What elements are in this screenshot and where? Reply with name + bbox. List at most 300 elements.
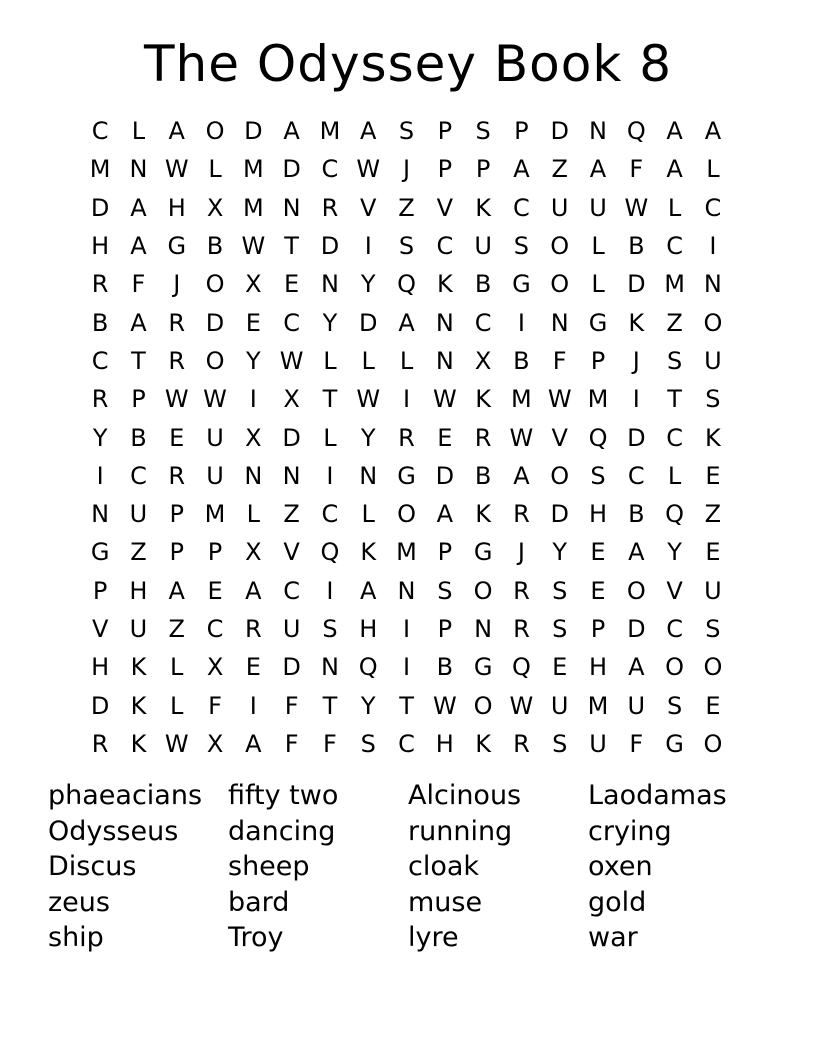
grid-letter: L bbox=[170, 691, 184, 720]
grid-letter: L bbox=[246, 500, 261, 529]
grid-letter: F bbox=[208, 691, 222, 720]
grid-letter: Y bbox=[92, 423, 108, 452]
grid-letter: W bbox=[203, 385, 227, 414]
grid-letter: J bbox=[402, 155, 411, 184]
grid-letter: S bbox=[475, 117, 491, 146]
grid-letter: I bbox=[249, 691, 257, 720]
grid-letter: K bbox=[705, 423, 721, 452]
grid-letter: W bbox=[432, 691, 457, 720]
grid-letter: M bbox=[587, 385, 609, 414]
letter-grid bbox=[81, 112, 732, 763]
grid-letter: I bbox=[364, 232, 372, 261]
grid-letter: T bbox=[667, 385, 682, 414]
grid-letter: N bbox=[435, 308, 454, 337]
grid-letter: A bbox=[704, 117, 722, 146]
grid-letter: K bbox=[475, 193, 491, 222]
grid-letter: W bbox=[164, 385, 189, 414]
grid-letter: S bbox=[360, 729, 376, 758]
grid-letter: L bbox=[706, 155, 720, 184]
grid-letter: R bbox=[168, 308, 186, 337]
grid-letter: K bbox=[475, 729, 491, 758]
grid-letter: U bbox=[589, 729, 607, 758]
grid-letter: F bbox=[284, 691, 299, 720]
grid-letter: T bbox=[131, 346, 146, 375]
grid-letter: H bbox=[129, 576, 148, 605]
grid-letter: U bbox=[627, 691, 646, 720]
grid-letter: W bbox=[164, 155, 189, 184]
grid-letter: S bbox=[552, 615, 568, 643]
grid-letter: S bbox=[666, 691, 683, 720]
grid-letter: Z bbox=[283, 500, 300, 529]
grid-letter: A bbox=[360, 576, 377, 605]
grid-letter: J bbox=[632, 346, 640, 375]
grid-letter: U bbox=[550, 193, 569, 222]
grid-letter: U bbox=[704, 576, 722, 605]
grid-letter: L bbox=[323, 346, 337, 375]
grid-letter: H bbox=[588, 653, 608, 682]
grid-letter: I bbox=[96, 461, 104, 490]
grid-letter: P bbox=[590, 346, 606, 375]
grid-letter: U bbox=[282, 615, 301, 643]
grid-letter: O bbox=[665, 653, 685, 682]
grid-letter: S bbox=[705, 385, 721, 414]
grid-letter: N bbox=[589, 117, 607, 146]
grid-letter: O bbox=[703, 308, 723, 337]
grid-letter: J bbox=[173, 270, 181, 299]
grid-letter: O bbox=[205, 270, 225, 299]
grid-letter: P bbox=[169, 538, 184, 567]
grid-letter: H bbox=[435, 729, 454, 758]
grid-letter: K bbox=[475, 385, 491, 414]
grid-letter: R bbox=[513, 576, 530, 605]
grid-letter: C bbox=[283, 576, 301, 605]
grid-letter: H bbox=[359, 615, 378, 643]
grid-letter: G bbox=[473, 653, 493, 682]
grid-letter: M bbox=[204, 500, 226, 529]
grid-letter: U bbox=[550, 691, 569, 720]
grid-letter: O bbox=[397, 500, 416, 529]
grid-letter: D bbox=[282, 653, 301, 682]
grid-letter: A bbox=[513, 461, 530, 490]
grid-letter: A bbox=[436, 500, 454, 529]
grid-letter: C bbox=[91, 117, 109, 146]
grid-letter: E bbox=[437, 423, 453, 452]
grid-letter: I bbox=[517, 308, 525, 337]
word-list-item: dancing bbox=[228, 815, 336, 847]
word-list-item: war bbox=[588, 922, 638, 953]
word-list-item: Alcinous bbox=[408, 780, 522, 811]
grid-letter: N bbox=[397, 576, 416, 605]
grid-letter: I bbox=[249, 385, 257, 414]
grid-letter: I bbox=[402, 653, 411, 682]
grid-letter: S bbox=[666, 346, 683, 375]
grid-letter: X bbox=[206, 653, 224, 682]
grid-letter: Y bbox=[360, 270, 376, 299]
grid-letter: D bbox=[627, 615, 646, 643]
grid-letter: V bbox=[551, 423, 568, 452]
grid-letter: P bbox=[131, 385, 146, 414]
grid-letter: X bbox=[283, 385, 300, 414]
grid-letter: G bbox=[473, 538, 493, 567]
grid-letter: D bbox=[627, 423, 646, 452]
word-list-item: crying bbox=[588, 815, 672, 847]
grid-letter: C bbox=[91, 346, 109, 375]
grid-letter: T bbox=[322, 385, 338, 414]
grid-letter: B bbox=[628, 232, 645, 261]
grid-letter: S bbox=[322, 615, 338, 643]
grid-letter: F bbox=[323, 729, 337, 758]
grid-letter: C bbox=[513, 193, 530, 222]
grid-letter: N bbox=[129, 155, 148, 184]
grid-letter: V bbox=[360, 193, 377, 222]
grid-letter: L bbox=[591, 232, 605, 261]
grid-letter: M bbox=[511, 385, 532, 414]
grid-letter: H bbox=[167, 193, 186, 222]
grid-letter: Q bbox=[511, 653, 531, 682]
grid-letter: N bbox=[320, 270, 339, 299]
grid-letter: L bbox=[591, 270, 605, 299]
word-list-item: Discus bbox=[48, 851, 137, 882]
grid-letter: O bbox=[550, 232, 570, 261]
grid-letter: S bbox=[552, 576, 568, 605]
grid-letter: R bbox=[398, 423, 415, 452]
grid-letter: D bbox=[244, 117, 263, 146]
grid-letter: Y bbox=[667, 538, 682, 567]
page-title: The Odyssey Book 8 bbox=[143, 35, 673, 93]
grid-letter: E bbox=[245, 308, 261, 337]
grid-letter: D bbox=[282, 423, 301, 452]
grid-letter: P bbox=[590, 615, 606, 643]
grid-letter: C bbox=[474, 308, 492, 337]
grid-letter: I bbox=[632, 385, 640, 414]
grid-letter: Z bbox=[551, 155, 568, 184]
word-list-item: lyre bbox=[408, 922, 459, 953]
grid-letter: P bbox=[437, 538, 453, 567]
grid-letter: L bbox=[399, 346, 414, 375]
grid-letter: E bbox=[590, 538, 606, 567]
grid-letter: D bbox=[627, 270, 646, 299]
word-list-item: phaeacians bbox=[48, 780, 203, 811]
grid-letter: A bbox=[168, 117, 185, 146]
grid-letter: W bbox=[509, 423, 534, 452]
grid-letter: C bbox=[666, 423, 683, 452]
grid-letter: I bbox=[402, 615, 411, 643]
grid-letter: L bbox=[667, 193, 682, 222]
grid-letter: R bbox=[91, 270, 109, 299]
grid-letter: B bbox=[513, 346, 530, 375]
grid-letter: Y bbox=[246, 346, 261, 375]
grid-letter: U bbox=[129, 615, 148, 643]
word-list-item: cloak bbox=[408, 851, 480, 882]
grid-letter: O bbox=[550, 461, 570, 490]
grid-letter: V bbox=[436, 193, 454, 222]
grid-letter: R bbox=[513, 729, 530, 758]
grid-letter: X bbox=[245, 423, 262, 452]
grid-letter: E bbox=[207, 576, 223, 605]
grid-letter: Y bbox=[552, 538, 568, 567]
grid-letter: A bbox=[245, 729, 262, 758]
grid-letter: R bbox=[91, 385, 109, 414]
grid-letter: O bbox=[473, 576, 493, 605]
grid-letter: J bbox=[517, 538, 525, 567]
grid-letter: W bbox=[624, 193, 649, 222]
grid-letter: Q bbox=[320, 538, 340, 567]
grid-letter: Z bbox=[666, 308, 683, 337]
word-list-item: oxen bbox=[588, 851, 653, 882]
grid-letter: D bbox=[320, 232, 340, 261]
grid-letter: R bbox=[91, 729, 109, 758]
grid-letter: D bbox=[550, 500, 569, 529]
word-list-item: gold bbox=[588, 886, 647, 918]
grid-letter: I bbox=[402, 385, 411, 414]
grid-letter: T bbox=[284, 232, 299, 261]
grid-letter: P bbox=[169, 500, 184, 529]
grid-letter: G bbox=[397, 461, 416, 490]
grid-letter: E bbox=[245, 653, 261, 682]
grid-letter: G bbox=[665, 729, 684, 758]
grid-letter: R bbox=[513, 615, 530, 643]
grid-letter: A bbox=[589, 155, 607, 184]
grid-letter: C bbox=[130, 461, 147, 490]
grid-letter: Z bbox=[130, 538, 147, 567]
grid-letter: U bbox=[206, 423, 224, 452]
word-list-item: fifty two bbox=[228, 780, 339, 811]
grid-letter: N bbox=[474, 615, 493, 643]
word-list-item: ship bbox=[48, 922, 104, 953]
grid-letter: V bbox=[666, 576, 683, 605]
grid-letter: X bbox=[474, 346, 492, 375]
grid-letter: M bbox=[319, 117, 341, 146]
grid-letter: R bbox=[168, 346, 186, 375]
grid-letter: D bbox=[90, 691, 110, 720]
word-list-item: Troy bbox=[228, 922, 284, 953]
grid-letter: L bbox=[170, 653, 184, 682]
grid-letter: Q bbox=[665, 500, 685, 529]
grid-letter: W bbox=[432, 385, 457, 414]
grid-letter: N bbox=[282, 461, 301, 490]
grid-letter: C bbox=[321, 155, 339, 184]
grid-letter: K bbox=[360, 538, 377, 567]
grid-letter: A bbox=[628, 653, 645, 682]
grid-letter: I bbox=[709, 232, 717, 261]
grid-letter: A bbox=[130, 308, 147, 337]
grid-letter: Q bbox=[626, 117, 646, 146]
word-list-item: zeus bbox=[48, 886, 110, 918]
grid-letter: B bbox=[130, 423, 147, 452]
grid-letter: S bbox=[398, 232, 415, 261]
grid-letter: N bbox=[91, 500, 110, 529]
grid-letter: P bbox=[437, 117, 453, 146]
word-list-item: Odysseus bbox=[48, 815, 179, 847]
grid-letter: S bbox=[552, 729, 568, 758]
grid-letter: U bbox=[474, 232, 492, 261]
grid-letter: E bbox=[169, 423, 185, 452]
grid-letter: I bbox=[326, 461, 334, 490]
grid-letter: B bbox=[436, 653, 454, 682]
grid-letter: K bbox=[130, 729, 147, 758]
grid-letter: P bbox=[437, 155, 453, 184]
grid-letter: C bbox=[666, 615, 683, 643]
grid-letter: A bbox=[513, 155, 530, 184]
grid-letter: W bbox=[164, 729, 189, 758]
grid-letter: P bbox=[207, 538, 223, 567]
grid-letter: O bbox=[626, 576, 646, 605]
grid-letter: O bbox=[205, 117, 225, 146]
grid-letter: F bbox=[284, 729, 299, 758]
grid-letter: Y bbox=[360, 423, 376, 452]
grid-letter: R bbox=[321, 193, 339, 222]
grid-letter: B bbox=[474, 270, 492, 299]
grid-letter: Z bbox=[398, 193, 415, 222]
grid-letter: A bbox=[130, 193, 147, 222]
grid-letter: Q bbox=[397, 270, 416, 299]
grid-letter: O bbox=[473, 691, 493, 720]
grid-letter: U bbox=[704, 346, 722, 375]
grid-letter: G bbox=[90, 538, 110, 567]
grid-letter: Z bbox=[704, 500, 722, 529]
grid-letter: H bbox=[91, 232, 110, 261]
grid-letter: F bbox=[552, 346, 567, 375]
grid-letter: W bbox=[509, 691, 534, 720]
grid-letter: E bbox=[284, 270, 300, 299]
grid-letter: C bbox=[666, 232, 683, 261]
grid-letter: K bbox=[436, 270, 453, 299]
grid-letter: K bbox=[130, 691, 147, 720]
grid-letter: E bbox=[590, 576, 606, 605]
grid-letter: C bbox=[436, 232, 454, 261]
grid-letter: V bbox=[91, 615, 109, 643]
grid-letter: R bbox=[244, 615, 262, 643]
grid-letter: W bbox=[241, 232, 266, 261]
grid-letter: E bbox=[705, 538, 721, 567]
grid-letter: R bbox=[474, 423, 492, 452]
grid-letter: W bbox=[279, 346, 304, 375]
grid-letter: A bbox=[168, 576, 185, 605]
grid-letter: X bbox=[245, 538, 262, 567]
grid-letter: D bbox=[90, 193, 110, 222]
grid-letter: C bbox=[704, 193, 722, 222]
grid-letter: P bbox=[92, 576, 108, 605]
grid-letter: H bbox=[588, 500, 608, 529]
grid-letter: Y bbox=[322, 308, 338, 337]
grid-letter: D bbox=[550, 117, 569, 146]
grid-letter: Q bbox=[358, 653, 378, 682]
grid-letter: Y bbox=[360, 691, 376, 720]
grid-letter: N bbox=[359, 461, 378, 490]
grid-letter: A bbox=[360, 117, 377, 146]
grid-letter: D bbox=[282, 155, 301, 184]
grid-letter: D bbox=[205, 308, 225, 337]
grid-letter: W bbox=[547, 385, 572, 414]
grid-letter: B bbox=[91, 308, 109, 337]
grid-letter: D bbox=[358, 308, 378, 337]
grid-letter: M bbox=[587, 691, 609, 720]
grid-letter: R bbox=[168, 461, 186, 490]
grid-letter: V bbox=[283, 538, 300, 567]
grid-letter: Q bbox=[588, 423, 608, 452]
grid-letter: O bbox=[550, 270, 570, 299]
grid-letter: L bbox=[667, 461, 682, 490]
grid-letter: P bbox=[437, 615, 453, 643]
grid-letter: T bbox=[399, 691, 414, 720]
grid-letter: K bbox=[628, 308, 645, 337]
grid-letter: O bbox=[703, 729, 723, 758]
grid-letter: S bbox=[398, 117, 415, 146]
word-list bbox=[48, 778, 768, 956]
grid-letter: E bbox=[705, 461, 721, 490]
grid-letter: K bbox=[130, 653, 147, 682]
grid-letter: O bbox=[205, 346, 225, 375]
grid-letter: C bbox=[321, 500, 339, 529]
grid-letter: H bbox=[91, 653, 110, 682]
grid-letter: N bbox=[244, 461, 263, 490]
grid-letter: L bbox=[208, 155, 222, 184]
grid-letter: M bbox=[242, 193, 264, 222]
grid-letter: A bbox=[245, 576, 262, 605]
grid-letter: S bbox=[437, 576, 453, 605]
grid-letter: L bbox=[323, 423, 337, 452]
grid-letter: M bbox=[242, 155, 264, 184]
grid-letter: C bbox=[627, 461, 645, 490]
word-list-item: bard bbox=[228, 886, 290, 918]
grid-letter: N bbox=[550, 308, 569, 337]
grid-letter: X bbox=[206, 193, 224, 222]
grid-letter: E bbox=[705, 691, 721, 720]
grid-letter: M bbox=[664, 270, 685, 299]
word-list-item: sheep bbox=[228, 851, 310, 882]
grid-letter: A bbox=[283, 117, 300, 146]
grid-letter: A bbox=[130, 232, 147, 261]
grid-letter: G bbox=[588, 308, 608, 337]
grid-letter: A bbox=[628, 538, 645, 567]
grid-letter: W bbox=[356, 155, 381, 184]
grid-letter: S bbox=[513, 232, 530, 261]
grid-letter: Z bbox=[168, 615, 185, 643]
grid-letter: C bbox=[283, 308, 301, 337]
grid-letter: E bbox=[552, 653, 568, 682]
grid-letter: U bbox=[206, 461, 224, 490]
grid-letter: S bbox=[590, 461, 606, 490]
grid-letter: M bbox=[89, 155, 111, 184]
grid-letter: F bbox=[131, 270, 146, 299]
word-list-item: running bbox=[408, 815, 513, 847]
grid-letter: A bbox=[666, 155, 683, 184]
grid-letter: N bbox=[703, 270, 722, 299]
grid-letter: B bbox=[474, 461, 492, 490]
grid-letter: N bbox=[435, 346, 454, 375]
grid-letter: G bbox=[512, 270, 531, 299]
grid-letter: S bbox=[705, 615, 721, 643]
grid-letter: K bbox=[475, 500, 491, 529]
grid-letter: A bbox=[666, 117, 683, 146]
grid-letter: L bbox=[361, 346, 375, 375]
grid-letter: L bbox=[131, 117, 146, 146]
grid-letter: T bbox=[322, 691, 338, 720]
grid-letter: N bbox=[320, 653, 339, 682]
grid-letter: N bbox=[282, 193, 301, 222]
grid-letter: D bbox=[435, 461, 455, 490]
grid-letter: B bbox=[206, 232, 224, 261]
grid-letter: M bbox=[396, 538, 417, 567]
grid-letter: I bbox=[326, 576, 334, 605]
grid-letter: O bbox=[703, 653, 723, 682]
grid-letter: R bbox=[513, 500, 530, 529]
grid-letter: F bbox=[629, 729, 644, 758]
grid-letter: L bbox=[361, 500, 375, 529]
grid-letter: B bbox=[628, 500, 645, 529]
grid-letter: F bbox=[629, 155, 644, 184]
grid-letter: P bbox=[475, 155, 491, 184]
